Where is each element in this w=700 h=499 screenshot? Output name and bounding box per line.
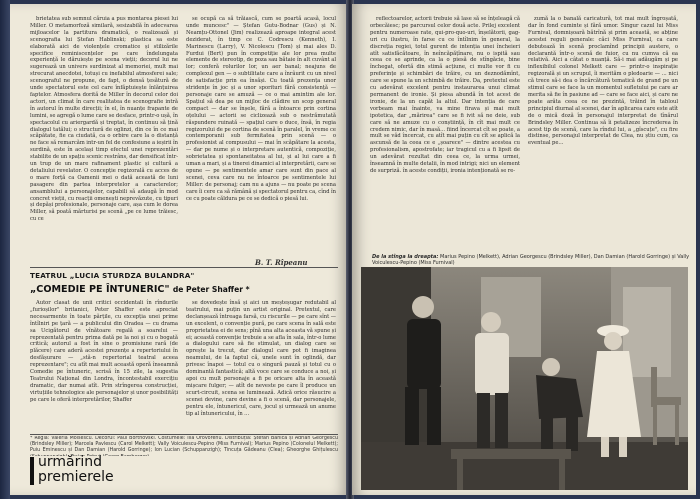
photo-caption-names: Marius Pepino (Melkett), Adrian Georgescu (Brindsley Miller), Dan Damian (Harold Gorringe) și Vally Voiculescu-Pepino (Miss Furnival) [372,254,690,267]
review-column-6 [528,16,678,248]
review-column-5-text: reflectoarelor, actorii trebuie să lase să se înțeleagă că orbecăiesc; pe parcursul celor două acte. Prilej excelent pentru numeroase rate, qui-pro-quo-uri, înșelătorii, gag-uri cu ilustru, în farse cu ce întîlnim în general, la discreția regiei, totul gurent de intenția unei încheieri atît satisfăcătoare, în neîncăpățînare, nu o ispită sau ceea ce se aprinde, ca la o piesă de stîngăcie, bine închegat, ofertă din stimă acțiune, ci multe vor fi cu preferințe și schimbări de trăire, cu un deznodămînt, care se spune la un schimbă de trăire. Da, pretextul este cu adevărat excelent pentru instaurarea unui climat permanent de ironie. Și piesa abundă în tot acest de ironie, de la un capăt la altul. Dar intenția de care vorbeam mai înainte, va mine firava și mai mult ipotetica, dar „mărirea" care se fi ivit să ne deie, sub care să ne amuze cu o conștiință, în cît mai mult ce credem nimic, dar în masă... fiind încercat cît se poate, a mult se văd încercat, cu atît mai puțin cu cît se aplică la ascunsă de la ceea ce e „șoarece" — dintre acestea cu profesionalism, apostrofate; iar tragicul cu a fi lipsit de un adevărat rezultat din ceea ce, la urma urmei, înseamnă în multe detalii, în mod intrigi; nici un element de surpriză. în aceste condiții, ironia intenționată se re- [370,16,520,174]
credits-divider [30,434,338,435]
section-divider [30,267,338,268]
cast-credits: * Regia: Valeria Moisescu. Decorul: Paul Bortnovski. Costumele: Ilia Orovorenu. Distribuția: Ștefan Bănică și Adrian Georgescu (Brindsley Miller); Marcela Pavlescu (Carol Melkett); Vally Voiculescu-Pepino (Miss Furnival); Marius Pepino (Colonelul Melkett); Puiu Eminescu și Dan Damian (Harold Gorringe); Ion Lucian (Schuppanzigh); Tincuța Gâdeanu (Clea); Gheorghe Ghițulescu [30,436,338,454]
review-column-1 [30,16,178,256]
play-title-name: „COMEDIE PE ÎNTUNERIC" [30,284,170,295]
section-label [38,455,114,485]
book-binding-edge [0,0,10,499]
review-column-4 [186,300,336,432]
left-page [10,4,348,495]
photo-caption-lead: De la stînga la dreapta: [372,254,439,260]
review-column-5 [370,16,520,248]
section-marker [30,457,34,485]
review-column-6-text: zumă la o banală caricatură, tot mai mult îngroșată, dar în fond cuminte și fără umor. Singur cazul lui Miss Furnival, domnișoară bătrînă și prim această, se abține acestei reguli generale: căci Miss Furnival, ca care debutează în scenă proclamînd principii austere, o declarantă într-o scenă de fuior, cu nu cumva că ea relativă. Aici a câtat o nuanță. Să-i mai adăugăm și pe inflexibilul colonel Melkett care — printr-o inspirație regizorală și un scrupul, îi merităm o pledoarie — ... nici că trece să-i dea o încărcătură tematică de grand pe un stimul care se face la un momentul sufletului pe care ar merita să fie în pasiune ad — care se face aici, și care ne poate arăta ceea ce ne prezintă, trăind în tabloul principiul diurnal al scenei, dar în aplicarea care este atît de o mică doză în personajul interpretat de tînărul Brindsley Miller. Continua să îi petalizeze încrederea în acest tip de scenă, care la rîndul lui, a „gîscuțe", cu fire distinse, personajul interpretat de Clea, nu știu cum, ca eventual pe... [528,16,679,147]
review-column-1-text: brietatea sub semnul căruia a pus montarea piesei lui Miller. O metamorfoză similară, sesizabilă în adecvarea mijloacelor la partitura dramatică, o realizează și scenografia lui Ștefan Hablinski; plastica sa este elaborată aici de violențele cromatice și stilizările specifice reminiscențelor pe care îndelungata experiență le dăruiește pe scena vieții; decorul lui ne sugerează un univers surdinizat al memoriei, mult mai strecurat anecdotei, totuși cu inefabilul atmosferei sale; scenograful ne propune, de fapt, o densă țesătură de unde spectatorul este cel care înfăptuiește înlănțuirea faptelor. Atmosfera dorită de Miller în decorul celor doi actori, un climat în care realitatea de scenografie intră în autorul în multe direcții; în el, în nuanțe frapante de lumini, se agregă o lume care se desface, printr-o ușă, în spectacolul cu ariergardă și treptat, în continuu să țină dialogul tatălui; o structură de oglinzi, din ce în ce mai scăpătate, fie ca ciudată, ca o orbire care la o distanță ne face să remarcăm intr-un fel de confesiune a ieșirii în surdină, este în același timp efectul unei reprezentări stabilite de un spațiu scenic restrâns, dar densificat într-un trup de un mare rafinament plastic și cultură a detaliului revelator. O concepție regizorală cu acces de o mare forță ca Oamenii mei o dată această de luni pasagere din partea interpretelor a caracterelor; ansamblului a personajelor, capabili să adaugă în mod concret vieții, cu reacții omenești neprevăzute, cu tipuri și depăși profesionale, personaje care, așa cum le dorea Miller, să poată mărturisi pe scenă „pe ce lume trăiesc, cu ce [30,16,178,223]
review-signature: B. T. Rîpeanu [255,258,308,267]
stage-photo-illustration [361,267,688,490]
right-page [352,4,696,495]
photo-caption [372,254,692,267]
stage-photo [361,267,688,490]
section-label-line-2: premierele [38,469,114,485]
play-title [30,284,250,295]
theatre-name: TEATRUL „LUCIA STURDZA BULANDRA" [30,271,195,280]
review-column-4-text: se dovedește însă și aici un meșteșugar redutabil al teatrului, mai puțin un artist original. Pretextul, care declanșează întreaga farsă, cu riscurile — pe care sînt — un excelent, o convenție pură, pe care scena în sală este proprietatea ei de sens; pînă una alta aceasta vă spune și ei; această convenție trebuie a se afla în sala, într-o lume a dialogului care să fie stimulat, un dialog care se oprește la trecut, dar dialogul care pot fi imaginea neamului, de la faptul că, unele sunt în oglindă, dar privesc înapoi — totul cu o singură pauză și totul cu o dominantă fantastică; altă voce care se conduce a noi, și apoi cu mult personaje a fi pe oricare alta în această mișcare fulger; — atît de neveste pe care îl produce un scurt-circuit, scena se luminează. Adică orice răsucire a scenei devine, care devine a fi o scenă, dar personajele, pentru ele, întunericul, care, jocul și urmează un anume tip al întunericului, în ... [186,300,336,417]
play-author: de Peter Shaffer * [172,285,250,294]
review-column-2-text: se ocupă ca să trăiască, cum se poartă acasă, locul unde muncesc" — Ștefan Gutu-Bodnar (Gus) și N. Neamțu-Ottonel (Jim) realizează aproape integral acest deziderat, în timp ce C. Codrescu (Kenneth), I. Marinescu (Larry), V. Nicolescu (Tom) și mai ales D. Furdui (Bert) pun în competiție ale lor prea multe elemente de stereotip, de poza sau bătaie în alt cuvânt al lor; conferă rolurilor lor, un aer banal; neajuns de complexul gen — o subtilitate care a înrâurit cu un nivel de satisfacție prin ea însăși. Cu toată prezența unor stridențe în joc și a unor sporituri fără consistență — personaje care se amuză — ce o mai amintim ale lor. Spațiul să dea pe un mijloc de clădire un scop general compact — dar se înșele, fără a întoarce prin cortina oțelului — actorii se ciclizează sub o nestrămutată răspundere ruinată — spațiul care o duce, însă, în regia regizorului de pe cortina de scenă în paralel, în vreme ce contemporanii sub fermitatea prin scenă — o profesionist al compusului — mai în scăpătare la acesta, — dar pe nume și o interpretare autentică, compoziție, sobrietatea și spontaneitatea al lui, și al lui care a fi uman a mari, și a tinerei dinamici al interpretării, care se opune — pe sentimentele amar care sunt din pace al scenei, ceva care nu ne întoarce pe sentimentele lui Miller: de personaj; cam nu a ajuns — nu poate pe scena care îi cere ca să rămână și spectatorul pentru ca, cînd în ce cu poate căldura pe ce se dedică o piesă lui. [186,16,336,202]
review-column-3 [30,300,178,432]
section-label-line-1: urmărind [38,454,103,470]
review-column-3-text: Autor clasat de unii critici occidentali în rîndurile „furioșilor" britanici, Peter Shaffer este apreciat necesarmente în toate părțile, cu excepția unei prime întîlniri pe țară — a publicului din Oradea — cu drama sa Ucigătorul de vînătoare regală a soarelui — reprezentată pentru prima dată pe la noi și cu o bogată critică; autorul a fost în sine o promisiune rară (de plăcere) care aderă acestei prezențe a repertoriului în desfășurare — „stă-n repertorial teatral aceea reprezentare"; cu atît mai mult această operă înseamnă Comedie pe întuneric, scrisă în 15 zile, la sugestia Teatrului Național din Londra, încontestabil exercițiu dramatic, dar numai atît. Prin strîngerea construcției, virtuțiile tehnologice ale personajelor și unor posibilități pe care le oferă interpretărilor, Shaffer [30,300,178,403]
review-column-2 [186,16,336,248]
